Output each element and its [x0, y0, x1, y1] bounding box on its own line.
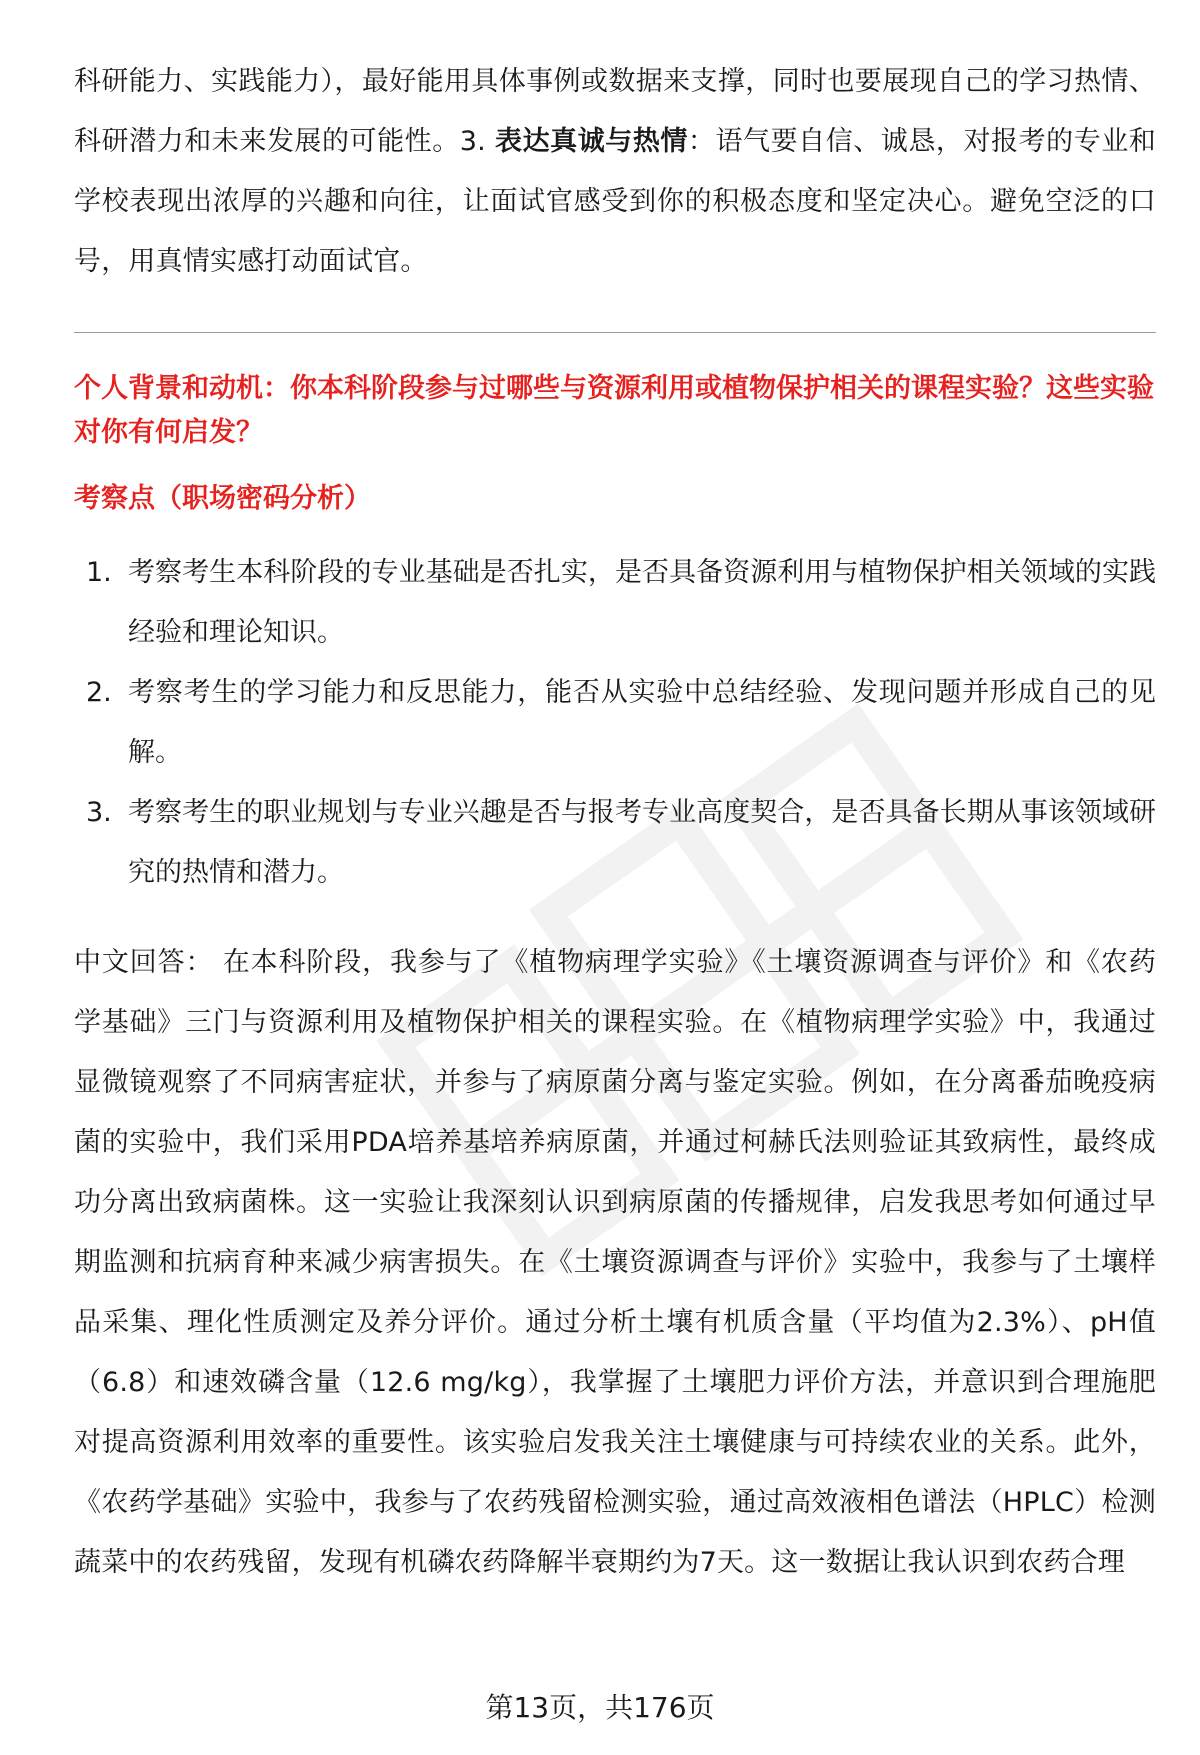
list-item-text: 考察考生本科阶段的专业基础是否扎实，是否具备资源利用与植物保护相关领域的实践经验和理论知识。 — [128, 557, 1156, 648]
list-item-number: 3. — [86, 797, 112, 828]
list-item-text: 考察考生的职业规划与专业兴趣是否与报考专业高度契合，是否具备长期从事该领域研究的热情和潜力。 — [128, 797, 1156, 888]
document-page — [74, 52, 1156, 1593]
answer-paragraph: 中文回答： 在本科阶段，我参与了《植物病理学实验》《土壤资源调查与评价》和《农药学基础》三门与资源利用及植物保护相关的课程实验。在《植物病理学实验》中，我通过显微镜观察了不同病害症状，并参与了病原菌分离与鉴定实验。例如，在分离番茄晚疫病菌的实验中，我们采用PDA培养基培养病原菌，并通过柯赫氏法则验证其致病性，最终成功分离出致病菌株。这一实验让我深刻认识到病原菌的传播规律，启发我思考如何通过早期监测和抗病育种来减少病害损失。在《土壤资源调查与评价》实验中，我参与了土壤样品采集、理化性质测定及养分评价。通过分析土壤有机质含量（平均值为2.3%）、pH值（6.8）和速效磷含量（12.6 mg/kg），我掌握了土壤肥力评价方法，并意识到合理施肥对提高资源利用效率的重要性。该实验启发我关注土壤健康与可持续农业的关系。此外，《农药学基础》实验中，我参与了农药残留检测实验，通过高效液相色谱法（HPLC）检测蔬菜中的农药残留，发现有机磷农药降解半衰期约为7天。这一数据让我认识到农药合理 — [74, 947, 1156, 1578]
list-item — [74, 783, 1156, 903]
question-heading: 个人背景和动机：你本科阶段参与过哪些与资源利用或植物保护相关的课程实验？这些实验对你有何启发？ — [74, 373, 1154, 448]
assessment-points-list — [74, 543, 1156, 903]
intro-text-end: ：语气要自信、诚恳，对报考的专业和学校表现出浓厚的兴趣和向往，让面试官感受到你的积极态度和坚定决心。避免空泛的口号，用真情实感打动面试官。 — [74, 126, 1156, 277]
section-divider — [74, 332, 1156, 333]
list-item — [74, 663, 1156, 783]
list-item — [74, 543, 1156, 663]
intro-paragraph — [74, 52, 1156, 292]
page-number-footer: 第13页，共176页 — [485, 1691, 715, 1724]
intro-bold-phrase: 表达真诚与热情 — [495, 126, 688, 157]
assessment-heading: 考察点（职场密码分析） — [74, 483, 371, 514]
list-item-number: 1. — [86, 557, 112, 588]
list-item-number: 2. — [86, 677, 112, 708]
list-item-text: 考察考生的学习能力和反思能力，能否从实验中总结经验、发现问题并形成自己的见解。 — [128, 677, 1156, 768]
intro-text-start: 科研能力、实践能力），最好能用具体事例或数据来支撑，同时也要展现自己的学习热情、科研潜力和未来发展的可能性。3. — [74, 66, 1156, 157]
